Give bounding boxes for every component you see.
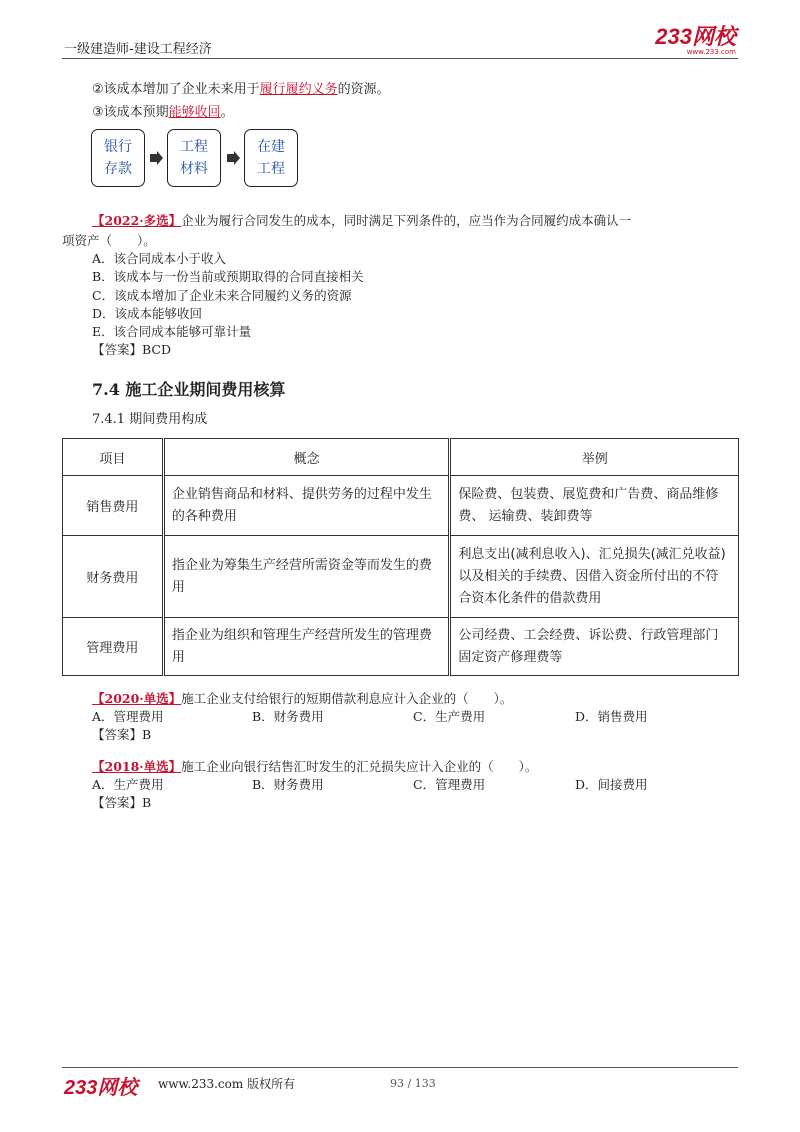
table-header-example: 举例 [450, 439, 739, 476]
q1-stem-line1 [92, 211, 631, 229]
point-2-prefix: ②该成本增加了企业未来用于 [92, 82, 260, 97]
q1-option-c: C．该成本增加了企业未来合同履约义务的资源 [92, 288, 352, 303]
q1-stem: 企业为履行合同发生的成本，同时满足下列条件的，应当作为合同履约成本确认一 [181, 213, 632, 228]
q3-option-c: C．管理费用 [413, 777, 486, 792]
document-header-title: 一级建造师-建设工程经济 [64, 42, 212, 57]
q2-option-b: B．财务费用 [252, 709, 324, 724]
table-cell-example: 利息支出(减利息收入)、汇兑损失(减汇兑收益)以及相关的手续费、因借入资金所付出的不符合资本化条件的借款费用 [450, 536, 739, 618]
footer-brand-logo: 233网校 [64, 1077, 138, 1099]
q2-option-d: D．销售费用 [575, 709, 648, 724]
arrow-right-icon [149, 151, 163, 165]
q3-stem-line [92, 757, 537, 775]
brand-logo: 233网校 [655, 24, 736, 49]
q2-stem: 施工企业支付给银行的短期借款利息应计入企业的（ ）。 [181, 691, 513, 706]
q2-answer: 【答案】B [92, 727, 152, 742]
period-expenses-table [62, 438, 739, 676]
flow-box-line: 工程 [257, 161, 285, 177]
flow-box-line: 在建 [257, 139, 285, 155]
point-3-prefix: ③该成本预期 [92, 105, 169, 120]
q3-option-d: D．间接费用 [575, 777, 648, 792]
q2-tag: 【2020·单选】 [92, 691, 182, 706]
q2-stem-line [92, 689, 512, 707]
q1-option-e: E．该合同成本能够可靠计量 [92, 324, 252, 339]
arrow-right-icon [226, 151, 240, 165]
table-cell-concept: 指企业为筹集生产经营所需资金等而发生的费用 [163, 536, 450, 618]
footer-divider [62, 1067, 738, 1068]
q3-option-b: B．财务费用 [252, 777, 324, 792]
q1-option-d: D．该成本能够收回 [92, 306, 203, 321]
table-cell-name: 管理费用 [63, 618, 164, 676]
header-divider [62, 58, 738, 59]
q3-option-a: A．生产费用 [92, 777, 164, 792]
table-cell-name: 财务费用 [63, 536, 164, 618]
flow-box-line: 存款 [104, 161, 132, 177]
subsection-title: 7.4.1 期间费用构成 [92, 412, 208, 427]
point-3-suffix: 。 [220, 105, 234, 120]
table-cell-example: 公司经费、工会经费、诉讼费、行政管理部门固定资产修理费等 [450, 618, 739, 676]
table-header-item: 项目 [63, 439, 164, 476]
table-row [63, 476, 739, 536]
q2-option-a: A．管理费用 [92, 709, 164, 724]
flow-box-line: 材料 [180, 161, 208, 177]
q3-stem: 施工企业向银行结售汇时发生的汇兑损失应计入企业的（ ）。 [181, 759, 538, 774]
point-2-suffix: 的资源。 [337, 82, 390, 97]
page-number: 93 / 133 [390, 1077, 436, 1090]
table-cell-concept: 企业销售商品和材料、提供劳务的过程中发生的各种费用 [163, 476, 450, 536]
point-3-highlight: 能够收回 [168, 105, 221, 120]
table-row [63, 536, 739, 618]
q1-stem-line2: 项资产（ ）。 [62, 233, 156, 248]
flow-box-line: 工程 [180, 139, 208, 155]
table-header-concept: 概念 [163, 439, 450, 476]
q1-option-a: A．该合同成本小于收入 [92, 251, 227, 266]
footer-copyright: www.233.com 版权所有 [158, 1077, 296, 1091]
table-cell-example: 保险费、包装费、展览费和广告费、商品维修费、 运输费、装卸费等 [450, 476, 739, 536]
point-2 [92, 78, 390, 97]
brand-logo-url: www.233.com [686, 48, 736, 56]
point-3 [92, 101, 234, 120]
table-cell-concept: 指企业为组织和管理生产经营所发生的管理费用 [163, 618, 450, 676]
table-cell-name: 销售费用 [63, 476, 164, 536]
q1-option-b: B．该成本与一份当前或预期取得的合同直接相关 [92, 269, 364, 284]
section-title: 7.4 施工企业期间费用核算 [92, 380, 286, 399]
table-row [63, 618, 739, 676]
q1-tag: 【2022·多选】 [92, 213, 182, 228]
q2-option-c: C．生产费用 [413, 709, 486, 724]
flow-box-line: 银行 [104, 139, 132, 155]
flow-box-materials [167, 129, 221, 187]
q1-answer: 【答案】BCD [92, 342, 172, 357]
point-2-highlight: 履行履约义务 [259, 82, 338, 97]
q3-tag: 【2018·单选】 [92, 759, 182, 774]
q3-answer: 【答案】B [92, 795, 152, 810]
flow-box-construction-in-progress [244, 129, 298, 187]
table-header-row [63, 439, 739, 476]
flow-box-bank-deposit [91, 129, 145, 187]
